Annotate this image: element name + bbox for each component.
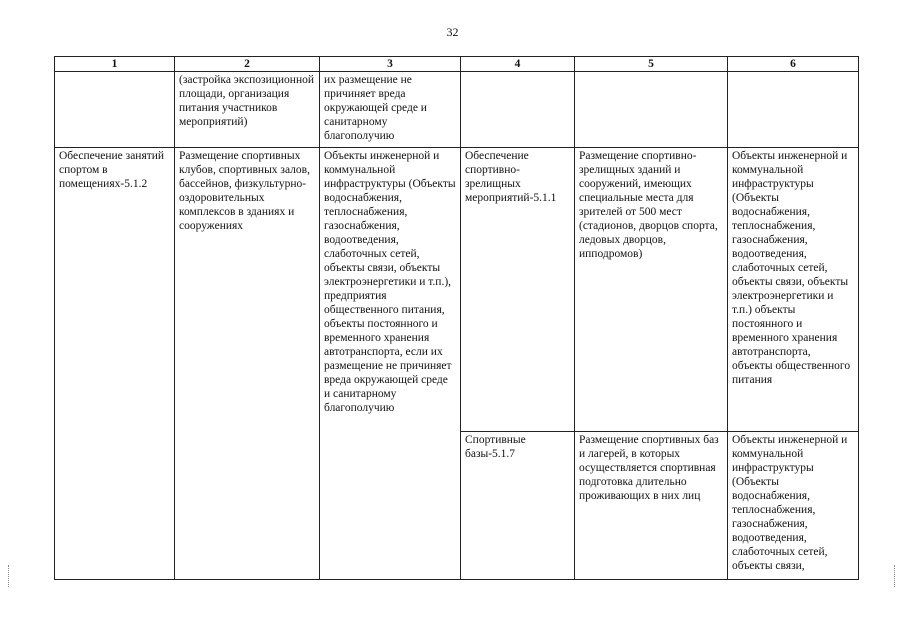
- cell-sub2-col5: Размещение спортивных баз и лагерей, в которых осуществляется спортивная подготовка длительно проживающих в них лиц: [575, 432, 728, 580]
- header-col-5: 5: [575, 57, 728, 72]
- cell-cont-col5: [575, 72, 728, 148]
- header-col-4: 4: [461, 57, 575, 72]
- cell-sub2-col4: Спортивные базы-5.1.7: [461, 432, 575, 580]
- header-col-3: 3: [320, 57, 461, 72]
- cell-sub2-col6: Объекты инженерной и коммунальной инфраструктуры (Объекты водоснабжения, теплоснабжения, газоснабжения, водоотведения, слаботочных сетей, объекты связи,: [728, 432, 859, 580]
- cell-cont-col1: [55, 72, 175, 148]
- left-margin-mark: [8, 565, 10, 587]
- cell-cont-col6: [728, 72, 859, 148]
- page-number: 32: [446, 25, 459, 39]
- cell-main-col1: Обеспечение занятий спортом в помещениях-5.1.2: [55, 148, 175, 580]
- header-col-6: 6: [728, 57, 859, 72]
- cell-sub1-col5: Размещение спортивно-зрелищных зданий и сооружений, имеющих специальные места для зрителей от 500 мест (стадионов, дворцов спорта, ледовых дворцов, ипподромов): [575, 148, 728, 432]
- table-row-main-a: [55, 148, 859, 432]
- cell-sub1-col4: Обеспечение спортивно-зрелищных мероприятий-5.1.1: [461, 148, 575, 432]
- header-col-2: 2: [175, 57, 320, 72]
- right-margin-mark: [894, 565, 896, 587]
- table-row-continuation: [55, 72, 859, 148]
- cell-cont-col3: их размещение не причиняет вреда окружающей среде и санитарному благополучию: [320, 72, 461, 148]
- cell-main-col3: Объекты инженерной и коммунальной инфраструктуры (Объекты водоснабжения, теплоснабжения, газоснабжения, водоотведения, слаботочных сетей, объекты связи, объекты электроэнергетики и т.п.), предприятия общественного питания, объекты постоянного и временного хранения автотранспорта, если их размещение не причиняет вреда окружающей среде и санитарному благополучию: [320, 148, 461, 580]
- cell-cont-col2: (застройка экспозиционной площади, организация питания участников мероприятий): [175, 72, 320, 148]
- cell-cont-col4: [461, 72, 575, 148]
- header-col-1: 1: [55, 57, 175, 72]
- cell-main-col2: Размещение спортивных клубов, спортивных залов, бассейнов, физкультурно-оздоровительных комплексов в зданиях и сооружениях: [175, 148, 320, 580]
- header-row: [55, 57, 859, 72]
- land-use-table: [54, 56, 859, 580]
- cell-sub1-col6: Объекты инженерной и коммунальной инфраструктуры (Объекты водоснабжения, теплоснабжения, газоснабжения, водоотведения, слаботочных сетей, объекты связи, объекты электроэнергетики и т.п.) объекты постоянного и временного хранения автотранспорта, объекты общественного питания: [728, 148, 859, 432]
